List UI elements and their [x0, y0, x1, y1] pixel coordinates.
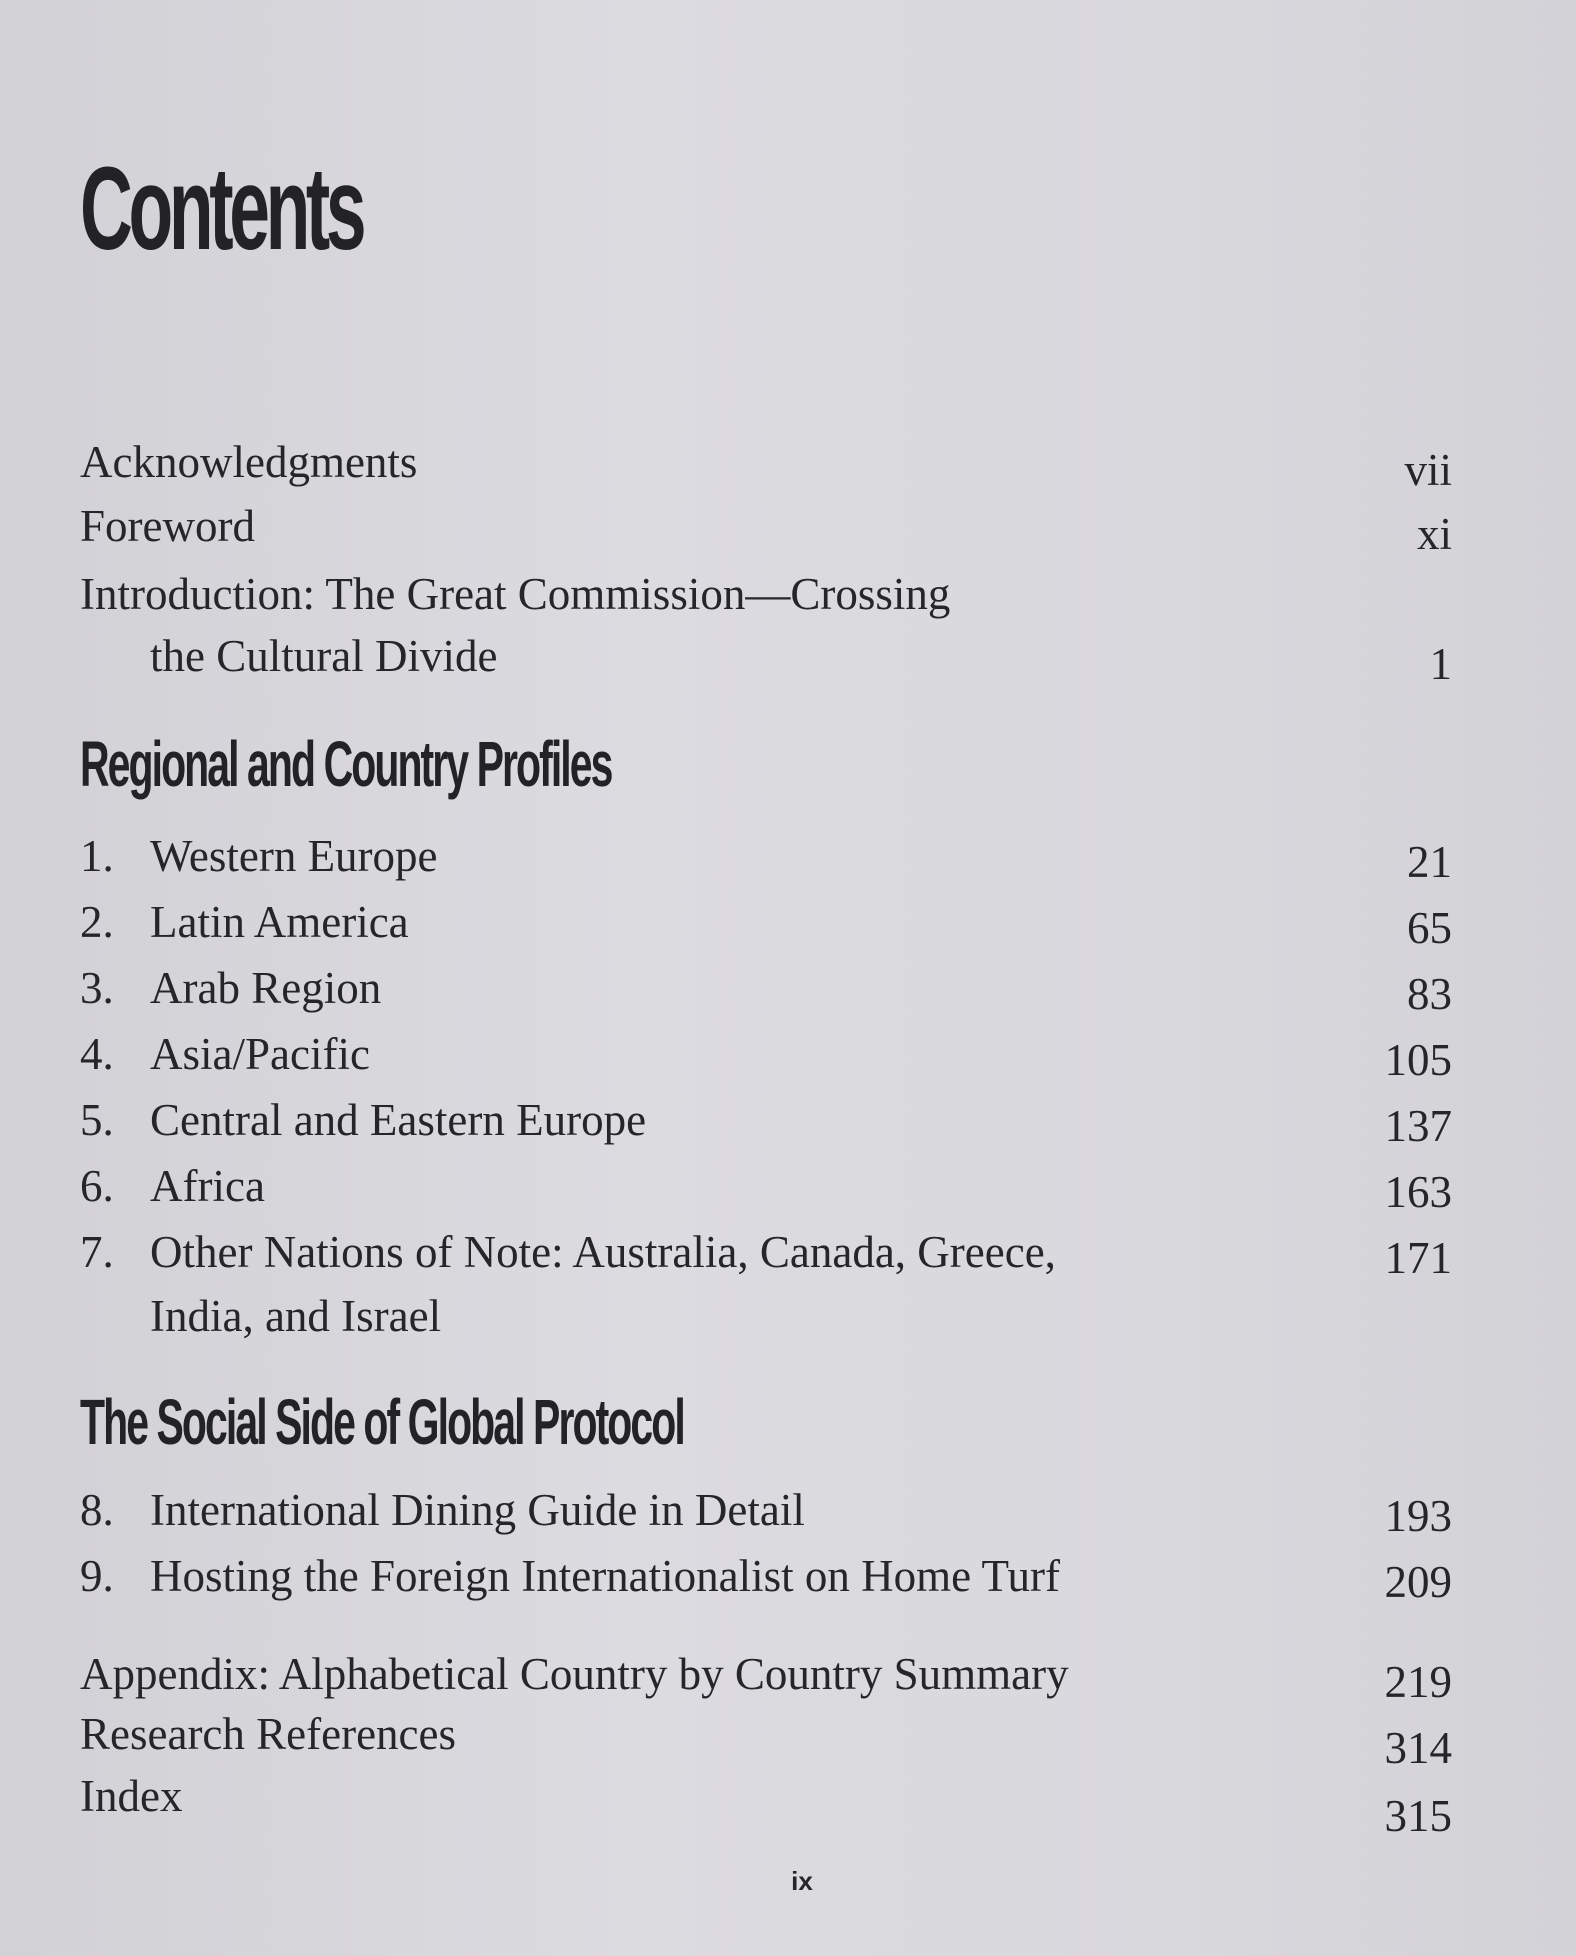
toc-entry-label: Research References: [80, 1709, 457, 1759]
toc-entry-label: International Dining Guide in Detail: [150, 1485, 805, 1535]
toc-entry-number: 3.: [80, 963, 114, 1013]
section-heading-social-side: The Social Side of Global Protocol: [80, 1386, 684, 1458]
toc-entry-page: vii: [1404, 445, 1452, 495]
toc-entry-page: 21: [1407, 837, 1452, 887]
toc-entry-introduction: [80, 564, 1452, 689]
toc-entry-label: Western Europe: [150, 831, 438, 881]
page-number: ix: [791, 1866, 813, 1896]
toc-entry: [80, 1024, 1452, 1084]
toc-entry-page: 105: [1384, 1035, 1452, 1085]
toc-entry: [80, 1546, 1452, 1606]
toc-entry-page: 209: [1384, 1557, 1452, 1607]
toc-entry-number: 7.: [80, 1227, 114, 1277]
section-heading-regional-profiles: Regional and Country Profiles: [80, 728, 612, 800]
toc-entry-label-continued: the Cultural Divide: [150, 631, 498, 681]
toc-entry-label: Latin America: [150, 897, 409, 947]
toc-entry-number: 1.: [80, 831, 114, 881]
toc-entry-foreword: [80, 496, 1452, 559]
toc-entry-page: 171: [1384, 1233, 1452, 1283]
toc-entry-label: Central and Eastern Europe: [150, 1095, 647, 1145]
toc-entry-page: 1: [1429, 639, 1452, 689]
toc-entry-appendix: [80, 1644, 1452, 1707]
toc-entry-page: 83: [1407, 969, 1452, 1019]
toc-entry-page: 219: [1384, 1657, 1452, 1707]
toc-entry-page: 163: [1384, 1167, 1452, 1217]
toc-entry: [80, 892, 1452, 952]
toc-entry: [80, 1090, 1452, 1150]
toc-entry-label: Africa: [150, 1161, 265, 1211]
toc-entry: [80, 826, 1452, 886]
toc-entry: [80, 958, 1452, 1018]
toc-entry-label: Arab Region: [150, 963, 382, 1013]
toc-entry-label: Introduction: The Great Commission—Crossing: [80, 569, 951, 619]
toc-entry: [80, 1222, 1452, 1341]
toc-entry-label: Index: [80, 1771, 183, 1821]
toc-entry-number: 4.: [80, 1029, 114, 1079]
toc-entry-page: 193: [1384, 1491, 1452, 1541]
toc-entry: [80, 1480, 1452, 1540]
toc-entry-label: Appendix: Alphabetical Country by Country Summary: [80, 1649, 1069, 1699]
toc-entry-label-continued: India, and Israel: [150, 1291, 442, 1341]
toc-entry-page: 65: [1407, 903, 1452, 953]
toc-entry-number: 6.: [80, 1161, 114, 1211]
toc-entry-number: 9.: [80, 1551, 114, 1601]
toc-entry-label: Asia/Pacific: [150, 1029, 370, 1079]
toc-entry-index: [80, 1766, 1452, 1841]
toc-entry-number: 5.: [80, 1095, 114, 1145]
toc-entry-research-references: [80, 1704, 1452, 1773]
toc-entry-page: 315: [1384, 1791, 1452, 1841]
toc-entry: [80, 1156, 1452, 1216]
page-title: Contents: [80, 143, 363, 275]
toc-entry-number: 2.: [80, 897, 114, 947]
toc-entry-acknowledgments: [80, 432, 1452, 495]
toc-entry-page: 137: [1384, 1101, 1452, 1151]
toc-entry-page: xi: [1416, 509, 1452, 559]
toc-entry-label: Acknowledgments: [80, 437, 418, 487]
toc-entry-page: 314: [1384, 1723, 1452, 1773]
toc-entry-label: Hosting the Foreign Internationalist on Home Turf: [150, 1551, 1060, 1601]
toc-entry-label: Foreword: [80, 501, 255, 551]
toc-entry-label: Other Nations of Note: Australia, Canada, Greece,: [150, 1227, 1056, 1277]
toc-entry-number: 8.: [80, 1485, 114, 1535]
